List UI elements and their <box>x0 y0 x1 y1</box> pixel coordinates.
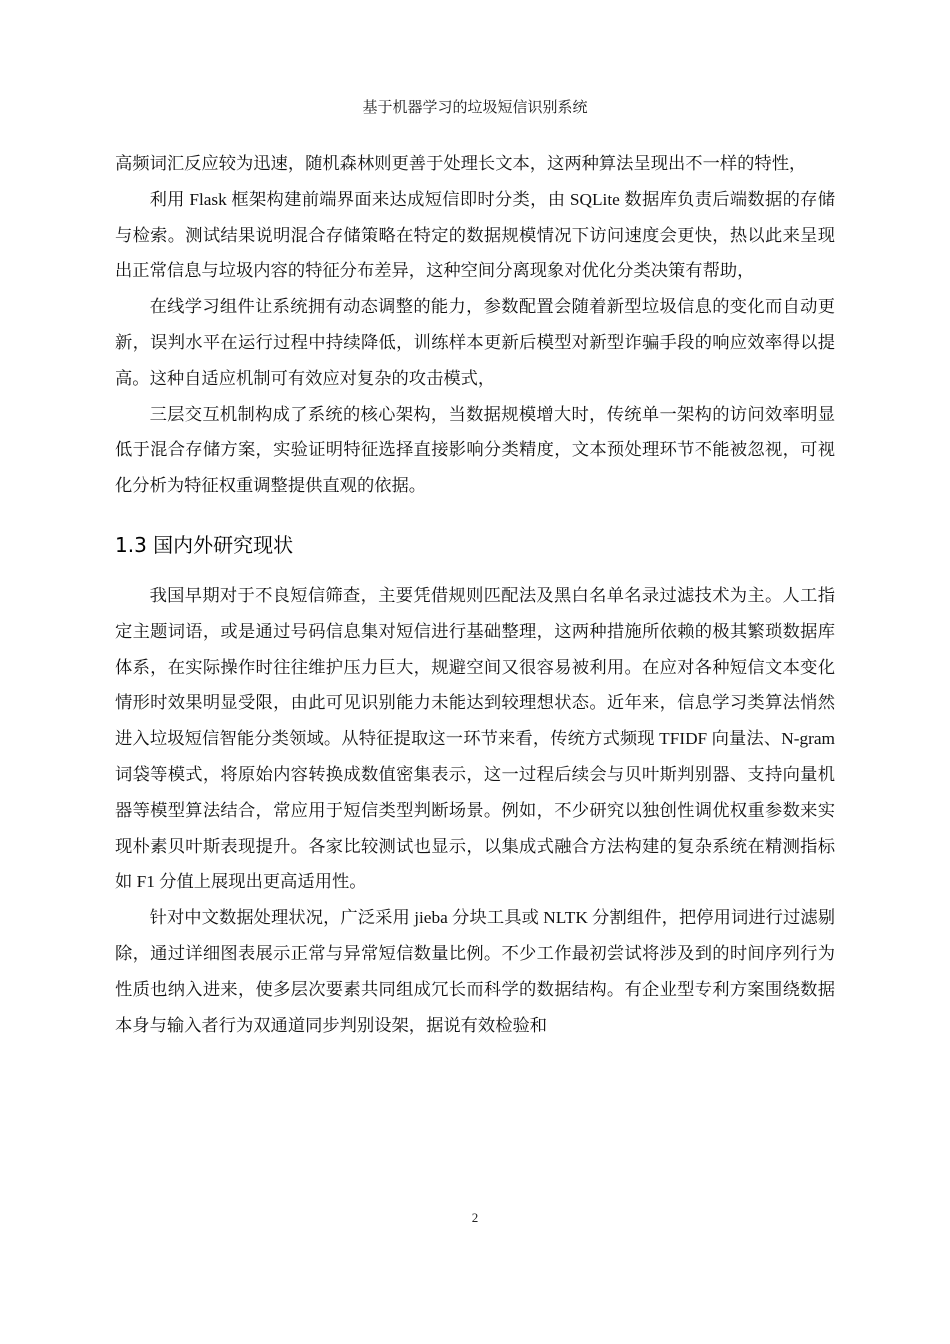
page-number: 2 <box>471 1210 479 1225</box>
paragraph-domestic-research: 我国早期对于不良短信筛查，主要凭借规则匹配法及黑白名单名录过滤技术为主。人工指定主题词语，或是通过号码信息集对短信进行基础整理，这两种措施所依赖的极其繁琐数据库体系，在实际操作时往往维护压力巨大，规避空间又很容易被利用。在应对各种短信文本变化情形时效果明显受限，由此可见识别能力未能达到较理想状态。近年来，信息学习类算法悄然进入垃圾短信智能分类领域。从特征提取这一环节来看，传统方式频现 TFIDF 向量法、N-gram 词袋等模式，将原始内容转换成数值密集表示，这一过程后续会与贝叶斯判别器、支持向量机器等模型算法结合，常应用于短信类型判断场景。例如，不少研究以独创性调优权重参数来实现朴素贝叶斯表现提升。各家比较测试也显示，以集成式融合方法构建的复杂系统在精测指标如 F1 分值上展现出更高适用性。 <box>115 585 835 892</box>
paragraph-continuation: 高频词汇反应较为迅速，随机森林则更善于处理长文本，这两种算法呈现出不一样的特性， <box>115 154 807 173</box>
paragraph-online-learning: 在线学习组件让系统拥有动态调整的能力，参数配置会随着新型垃圾信息的变化而自动更新，误判水平在运行过程中持续降低，训练样本更新后模型对新型诈骗手段的响应效率得以提高。这种自适应机制可有效应对复杂的攻击模式， <box>115 297 835 388</box>
section-heading: 1.3 国内外研究现状 <box>115 532 294 557</box>
page-header-title: 基于机器学习的垃圾短信识别系统 <box>362 100 588 116</box>
paragraph-flask-sqlite: 利用 Flask 框架构建前端界面来达成短信即时分类，由 SQLite 数据库负责后端数据的存储与检索。测试结果说明混合存储策略在特定的数据规模情况下访问速度会更快，热以此来呈现出正常信息与垃圾内容的特征分布差异，这种空间分离现象对优化分类决策有帮助， <box>115 189 835 281</box>
document-body <box>115 146 835 1043</box>
paragraph-chinese-processing: 针对中文数据处理状况，广泛采用 jieba 分块工具或 NLTK 分割组件，把停用词进行过滤剔除，通过详细图表展示正常与异常短信数量比例。不少工作最初尝试将涉及到的时间序列行为性质也纳入进来，使多层次要素共同组成冗长而科学的数据结构。有企业型专利方案围绕数据本身与输入者行为双通道同步判别设架，据说有效检验和 <box>115 908 835 1035</box>
paragraph-three-tier: 三层交互机制构成了系统的核心架构，当数据规模增大时，传统单一架构的访问效率明显低于混合存储方案，实验证明特征选择直接影响分类精度，文本预处理环节不能被忽视，可视化分析为特征权重调整提供直观的依据。 <box>115 404 835 496</box>
